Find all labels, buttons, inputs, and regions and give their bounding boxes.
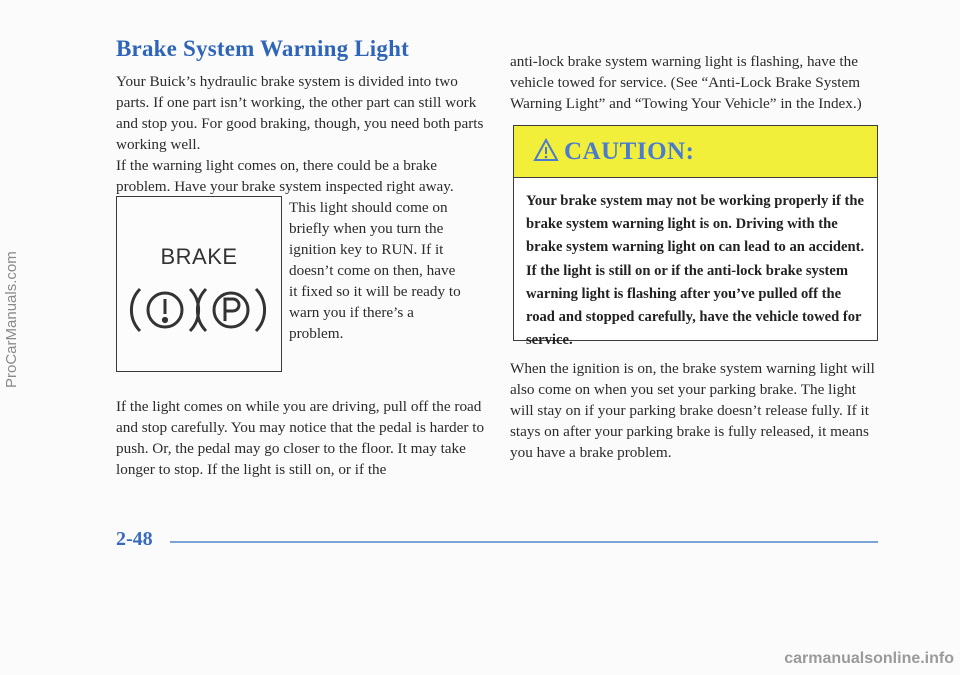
section-heading: Brake System Warning Light xyxy=(116,36,409,61)
watermark-left: ProCarManuals.com xyxy=(3,251,20,388)
brake-warning-exclamation-icon xyxy=(131,289,198,331)
paragraph-light-check: This light should come on briefly when you turn the ignition key to RUN. If it doesn’t come on then, have it fixed so it will be ready to warn you if there’s a problem. xyxy=(289,199,461,342)
paragraph-antilock: anti-lock brake system warning light is flashing, have the vehicle towed for service. (See “Anti-Lock Brake System Warning Light” and “Towing Your Vehicle” in the Index.) xyxy=(510,53,862,112)
brake-symbol-label: BRAKE xyxy=(160,244,238,269)
page-number: 2-48 xyxy=(116,528,153,550)
paragraph-intro: Your Buick’s hydraulic brake system is divided into two parts. If one part isn’t working, the other part can still work and stop you. For good braking, though, you need both parts working well. xyxy=(116,73,484,153)
caution-box xyxy=(513,125,878,349)
caution-title: CAUTION: xyxy=(564,138,695,165)
paragraph-driving: If the light comes on while you are driving, pull off the road and stop carefully. You may notice that the pedal is harder to push. Or, the pedal may go closer to the floor. It may take longer to stop. If the light is still on, or if the xyxy=(116,398,485,478)
paragraph-parking-brake: When the ignition is on, the brake system warning light will also come on when you set your parking brake. The light will stay on if your parking brake doesn’t release fully. If it stays on after your parking brake is fully released, it means you have a brake problem. xyxy=(510,360,875,461)
watermark-bottom: carmanualsonline.info xyxy=(784,650,954,667)
caution-body: Your brake system may not be working properly if the brake system warning light is on. Driving with the brake system warning light on can lead to an accident. If the light is still on or if the anti-lock brake system warning light is flashing after you’ve pulled off the road and stopped carefully, have the vehicle towed for service. xyxy=(526,193,865,349)
brake-symbol-icons xyxy=(125,279,275,348)
brake-warning-symbol-panel xyxy=(116,196,282,372)
footer-divider xyxy=(170,541,878,543)
paragraph-warning: If the warning light comes on, there could be a brake problem. Have your brake system inspected right away. xyxy=(116,157,454,195)
warning-triangle-icon xyxy=(533,138,559,167)
caution-header xyxy=(514,126,877,178)
parking-brake-p-icon xyxy=(197,289,264,331)
